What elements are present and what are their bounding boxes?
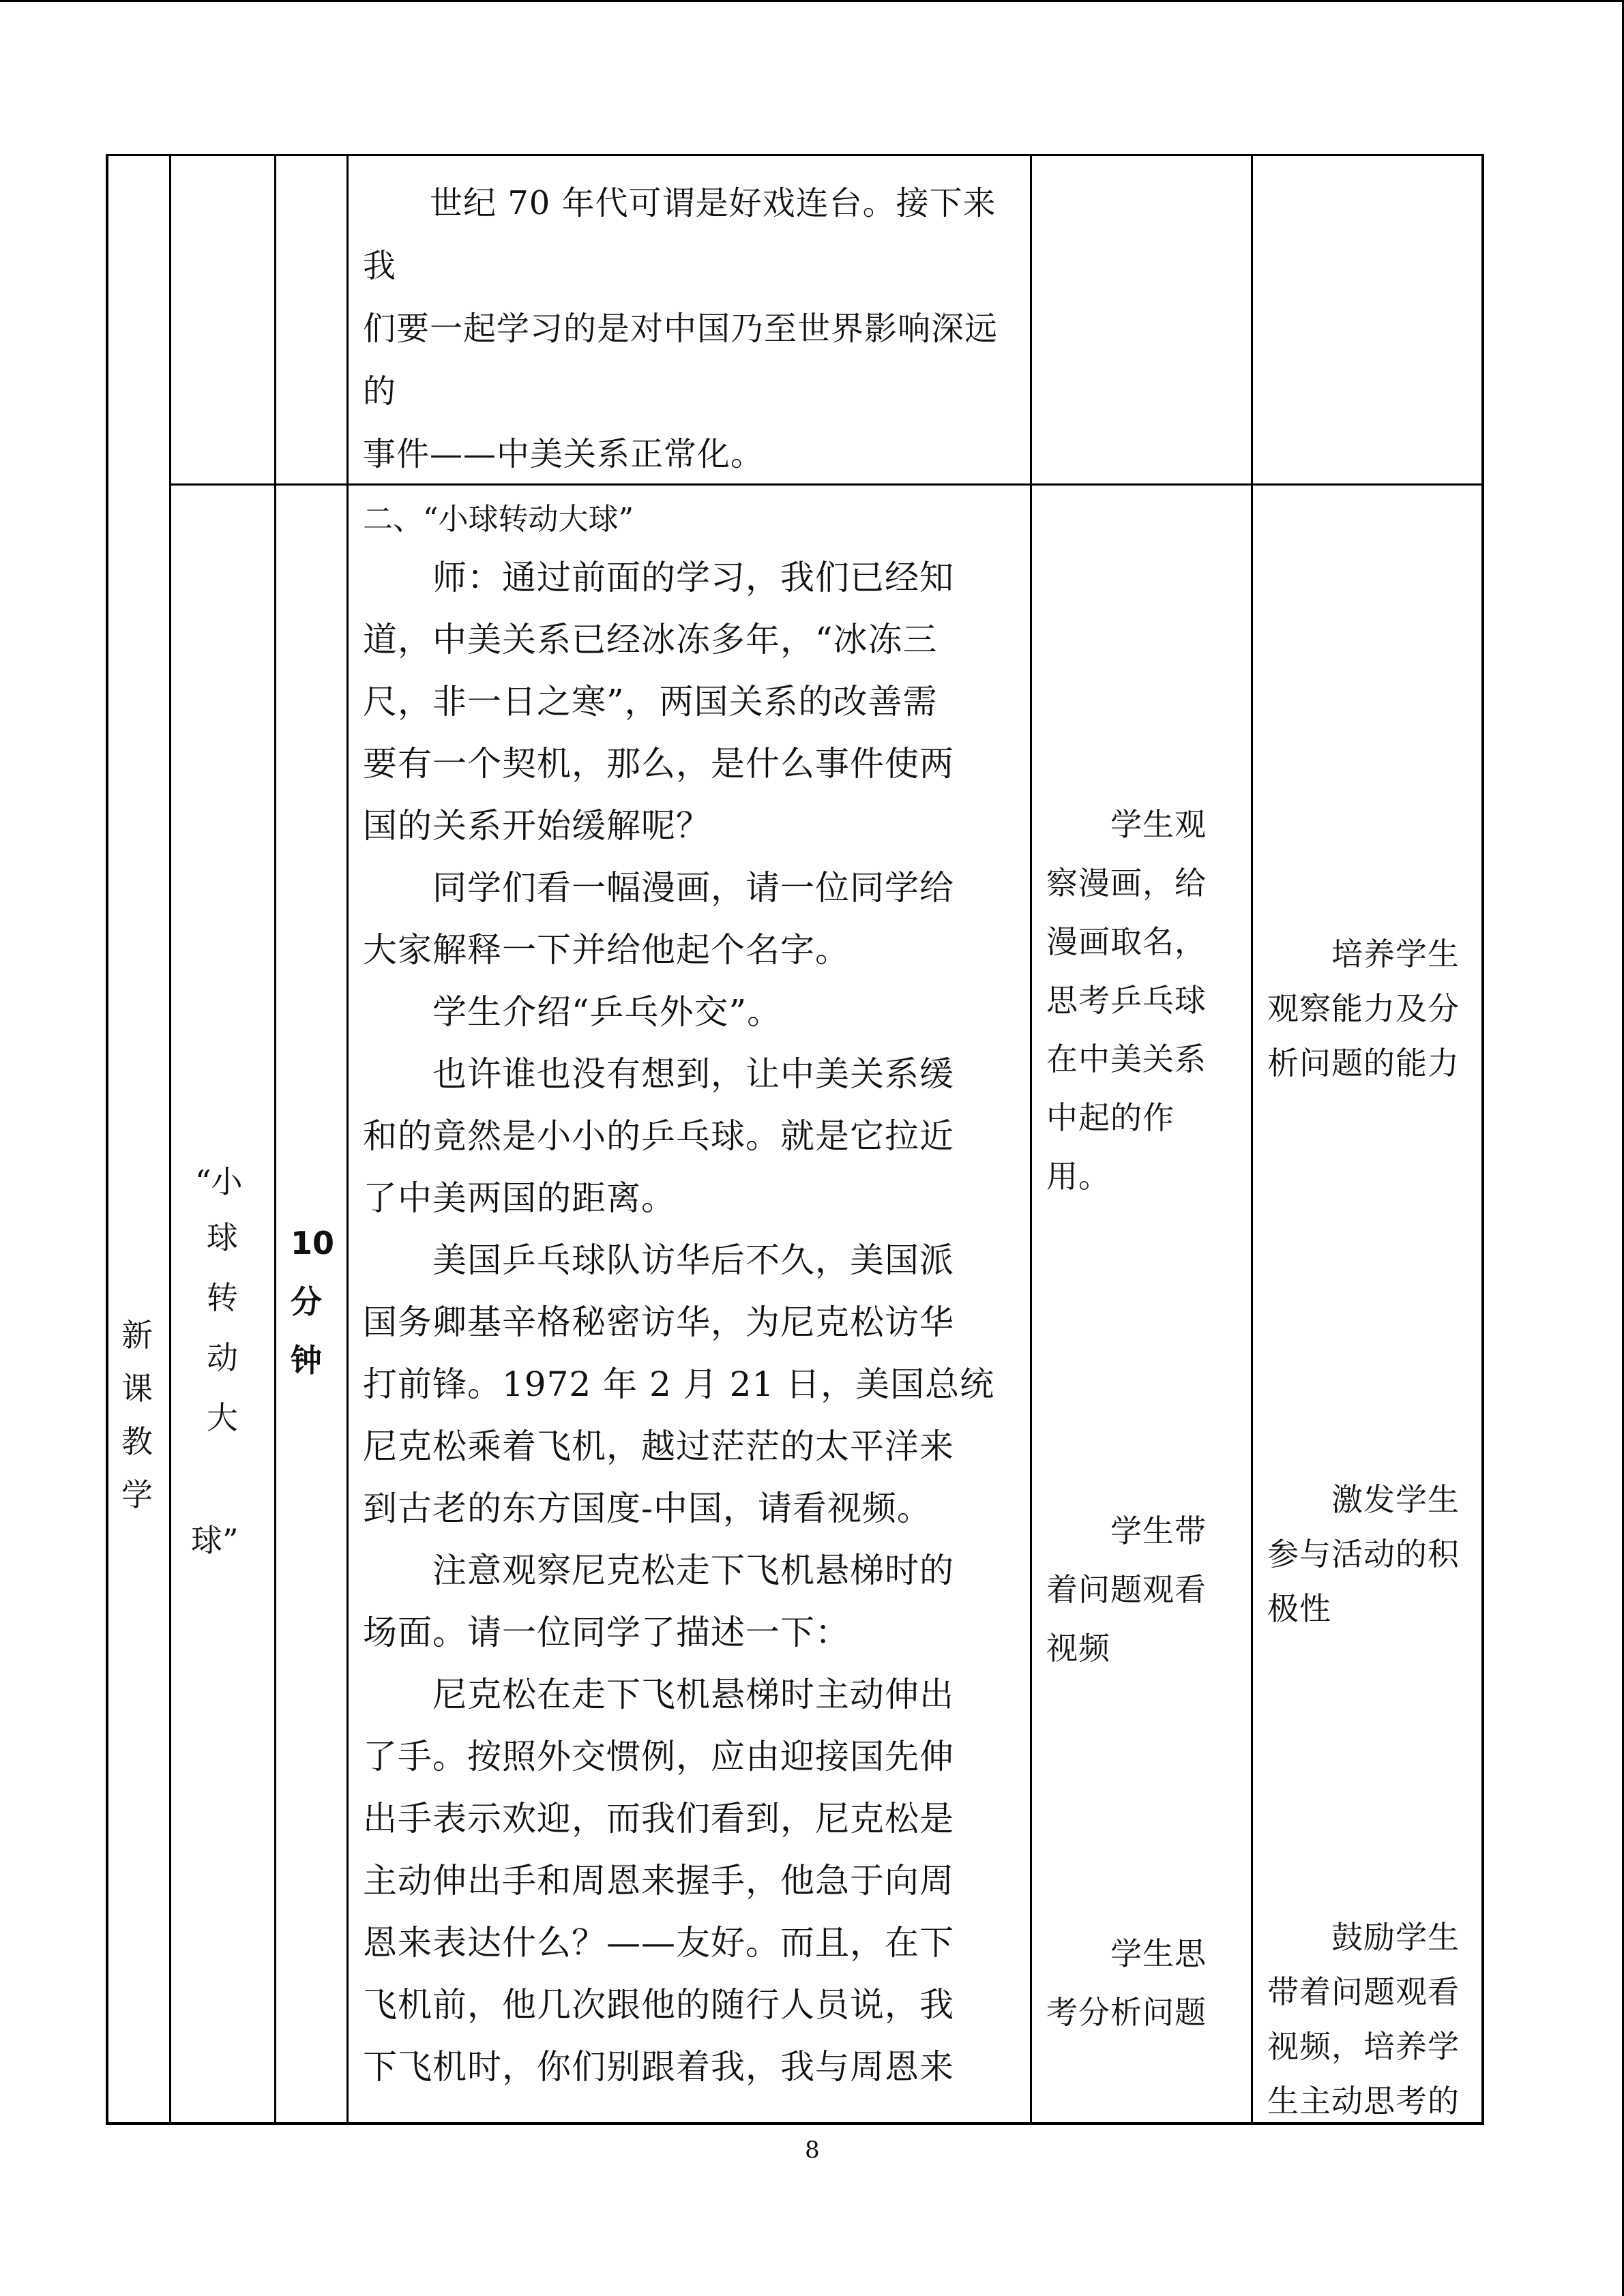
student-activity-line: 中起的作 [1046,1099,1175,1136]
content-line: 大家解释一下并给他起个名字。 [363,930,850,970]
content-line: 了手。按照外交惯例，应由迎接国先伸 [363,1737,954,1776]
student-activity-line: 学生思 [1046,1935,1207,1972]
topic-label-char: “小 [195,1163,243,1200]
col-border-3 [274,154,276,2125]
content-line: 师：通过前面的学习，我们已经知 [363,558,954,597]
student-activity-line: 学生观 [1046,806,1207,843]
col-border-1 [106,154,108,2125]
intro-paragraph [363,172,1018,486]
content-line: 道，中美关系已经冰冻多年，“冰冻三 [363,620,938,659]
time-label-char: 分 [291,1283,322,1320]
content-line: 了中美两国的距离。 [363,1178,676,1218]
design-intent-line: 析问题的能力 [1267,1045,1460,1082]
topic-label-char: 动 [207,1339,238,1376]
topic-label-char: 球 [207,1219,238,1256]
content-line: 学生介绍“乒乓外交”。 [363,992,782,1032]
content-line: 飞机前，他几次跟他的随行人员说，我 [363,1985,954,2025]
student-activity-line: 在中美关系 [1046,1041,1207,1077]
content-line: 出手表示欢迎，而我们看到，尼克松是 [363,1799,954,1838]
col-border-4 [346,154,349,2125]
section-label-char: 学 [121,1476,153,1513]
design-intent-line: 参与活动的积 [1267,1536,1460,1572]
design-intent-line: 鼓励学生 [1267,1919,1460,1956]
content-line: 注意观察尼克松走下飞机悬梯时的 [363,1551,954,1590]
student-activity-line: 用。 [1046,1158,1110,1195]
col-border-7 [1481,154,1484,2125]
student-activity-line: 思考乒乓球 [1046,982,1207,1019]
section-label-char: 教 [121,1423,153,1460]
content-line: 到古老的东方国度-中国，请看视频。 [363,1489,932,1528]
content-line: 下飞机时，你们别跟着我，我与周恩来 [363,2047,954,2087]
topic-label-char: 转 [207,1279,238,1316]
student-activity-line: 着问题观看 [1046,1571,1207,1608]
content-line: 打前锋。1972 年 2 月 21 日，美国总统 [363,1365,995,1404]
section-label-char: 课 [121,1370,153,1407]
content-line: 场面。请一位同学了描述一下： [363,1613,850,1652]
design-intent-line: 极性 [1267,1590,1331,1627]
design-intent-line: 激发学生 [1267,1481,1460,1518]
col-border-2 [169,154,171,2125]
student-activity-line: 学生带 [1046,1512,1207,1549]
time-label-char: 10 [291,1225,335,1262]
content-line: 国务卿基辛格秘密访华，为尼克松访华 [363,1302,954,1342]
table-bottom-border [106,2122,1483,2125]
student-activity-line: 察漫画，给 [1046,865,1207,901]
col-border-6 [1251,154,1253,2125]
content-line: 同学们看一幅漫画，请一位同学给 [363,868,954,908]
content-line: 恩来表达什么？——友好。而且，在下 [363,1923,954,1963]
content-line: 尼克松乘着飞机，越过茫茫的太平洋来 [363,1427,954,1466]
content-line: 和的竟然是小小的乒乓球。就是它拉近 [363,1116,954,1156]
table-top-border [106,154,1483,156]
design-intent-line: 视频，培养学 [1267,2028,1460,2065]
design-intent-line: 生主动思考的 [1267,2083,1460,2119]
topic-label-char: 大 [207,1399,238,1436]
section-label-char: 新 [121,1317,153,1354]
content-line: 国的关系开始缓解呢？ [363,806,711,846]
student-activity-line: 视频 [1046,1630,1110,1667]
content-line: 也许谁也没有想到，让中美关系缓 [363,1054,954,1094]
design-intent-line: 培养学生 [1267,936,1460,972]
design-intent-line: 观察能力及分 [1267,990,1460,1027]
intro-line: 们要一起学习的是对中国乃至世界影响深远的 [363,310,999,411]
content-line: 尺，非一日之寒”，两国关系的改善需 [363,682,938,721]
intro-line: 世纪 70 年代可谓是好戏连台。接下来我 [363,184,996,285]
content-line: 美国乒乓球队访华后不久，美国派 [363,1240,954,1280]
topic-label-char: 球” [191,1522,239,1559]
content-line: 要有一个契机，那么，是什么事件使两 [363,744,954,784]
design-intent-line: 带着问题观看 [1267,1973,1460,2010]
content-line: 主动伸出手和周恩来握手，他急于向周 [363,1861,954,1900]
intro-line: 事件——中美关系正常化。 [363,435,765,473]
student-activity-line: 漫画取名， [1046,923,1207,960]
time-label-char: 钟 [291,1342,322,1379]
section-heading: 二、“小球转动大球” [363,502,634,537]
content-line: 尼克松在走下飞机悬梯时主动伸出 [363,1675,954,1714]
page-number: 8 [805,2136,820,2164]
page-top-border [0,0,1624,2]
student-activity-line: 考分析问题 [1046,1994,1207,2031]
col-border-5 [1030,154,1032,2125]
